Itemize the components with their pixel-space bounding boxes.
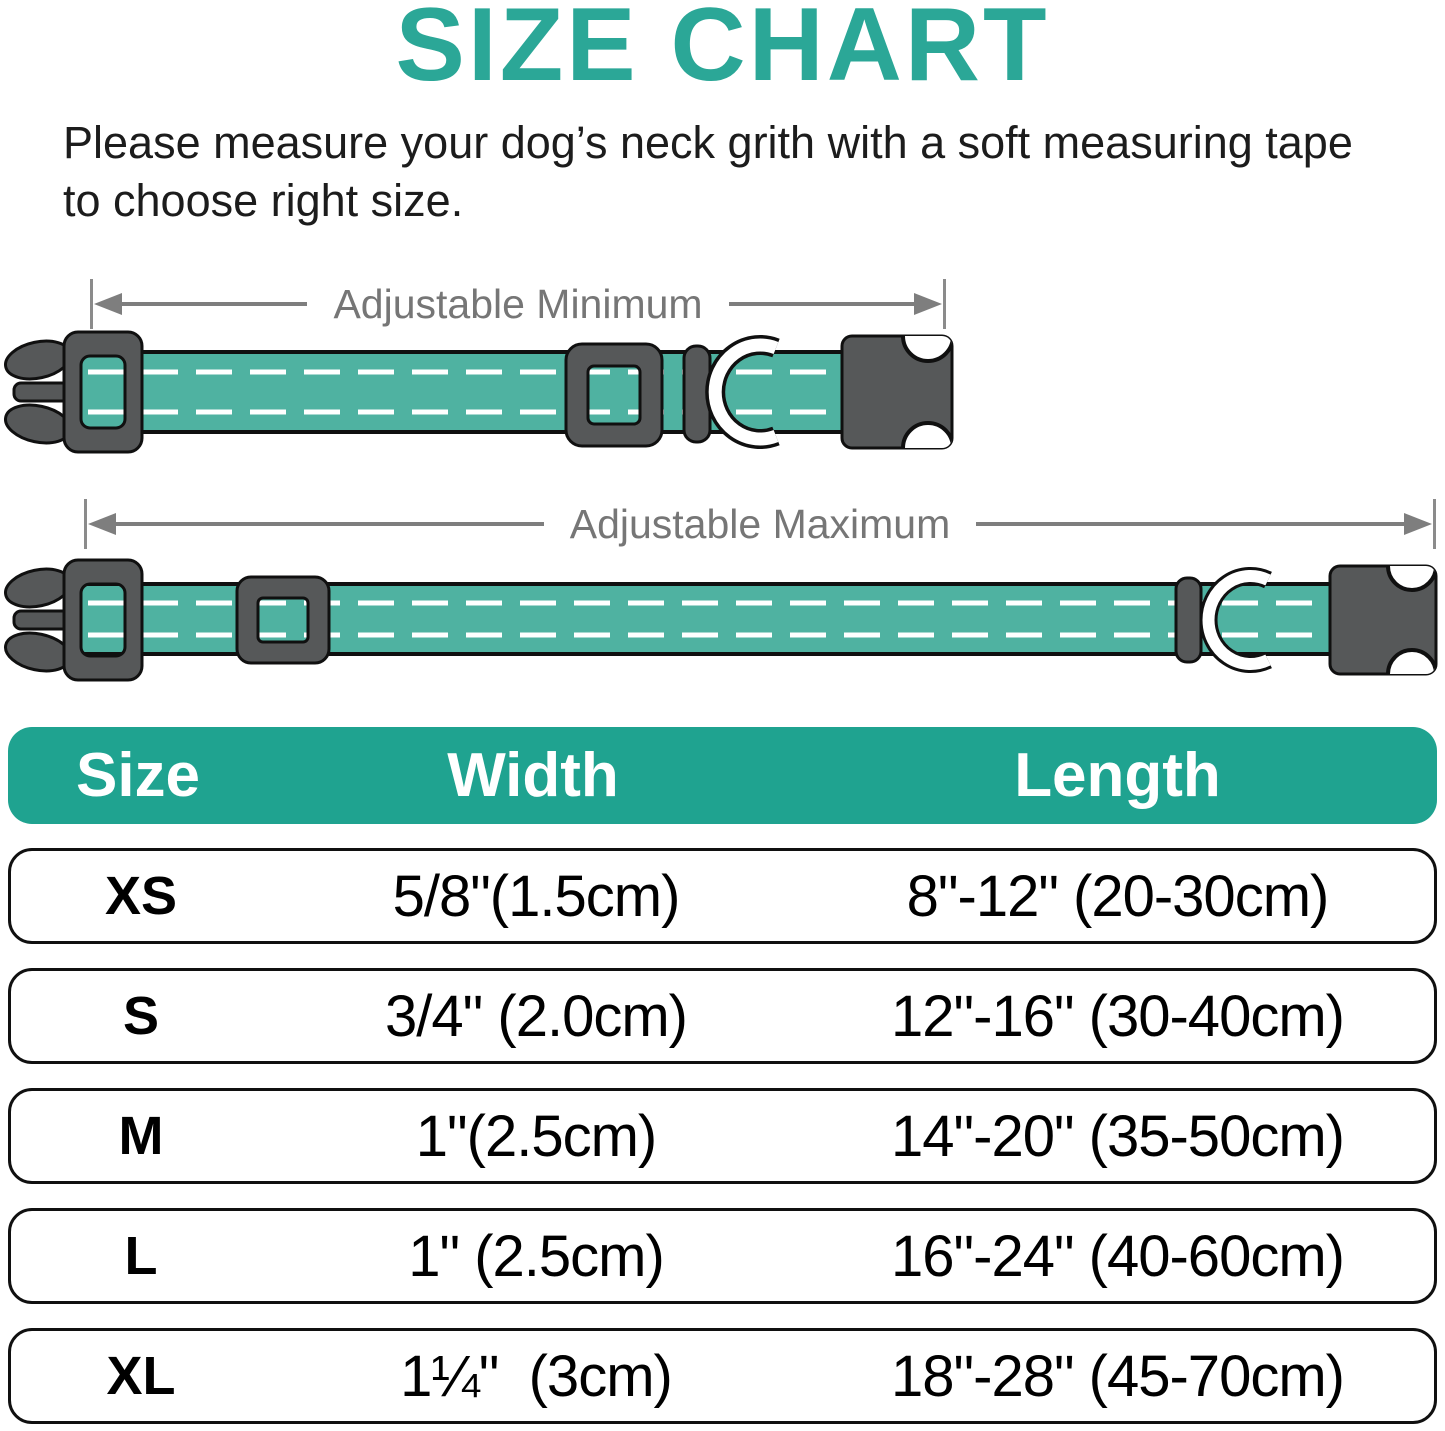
table-row-xs [8, 848, 1437, 944]
arrow-left-icon [94, 293, 122, 315]
table-row-l [8, 1208, 1437, 1304]
collar-strap [70, 352, 950, 432]
table-header-row [8, 727, 1437, 824]
width-cell: 3/4" (2.0cm) [385, 983, 687, 1049]
width-cell: 1"(2.5cm) [415, 1103, 657, 1169]
table-row-s [8, 968, 1437, 1064]
adjustable-minimum-measure [90, 276, 946, 332]
adjustable-maximum-label: Adjustable Maximum [569, 500, 951, 547]
length-cell: 12"-16" (30-40cm) [891, 983, 1344, 1049]
length-cell: 8"-12" (20-30cm) [906, 863, 1329, 929]
measure-end-tick-right [1433, 499, 1436, 549]
column-header-width: Width [447, 741, 619, 810]
size-cell: XL [106, 1346, 176, 1406]
column-header-length: Length [1014, 741, 1221, 810]
subtitle [63, 114, 1353, 230]
collar-minimum-illustration [0, 328, 1000, 460]
arrow-left-icon [88, 513, 116, 535]
length-cell: 14"-20" (35-50cm) [891, 1103, 1344, 1169]
measure-line-right [729, 302, 914, 306]
table-row-xl [8, 1328, 1437, 1424]
measure-line-left [116, 522, 544, 526]
collar-maximum-illustration [0, 556, 1445, 688]
arrow-right-icon [1404, 513, 1432, 535]
width-cell: 1" (2.5cm) [408, 1223, 664, 1289]
buckle-female-icon [1330, 556, 1436, 688]
adjustable-minimum-label: Adjustable Minimum [333, 280, 703, 327]
subtitle-line2: to choose right size. [63, 175, 464, 226]
measure-line-right [976, 522, 1404, 526]
size-cell: L [124, 1226, 158, 1286]
keeper-icon [1176, 578, 1201, 662]
subtitle-line1: Please measure your dog’s neck grith with a soft measuring tape [63, 117, 1353, 168]
measure-end-tick-left [90, 279, 93, 329]
column-header-size: Size [75, 741, 201, 810]
length-cell: 18"-28" (45-70cm) [891, 1343, 1344, 1409]
buckle-female-icon [842, 328, 953, 460]
adjustable-maximum-measure [84, 496, 1436, 552]
size-table [8, 727, 1437, 1424]
page-title: SIZE CHART [395, 0, 1050, 103]
size-cell: XS [104, 866, 178, 926]
table-row-m [8, 1088, 1437, 1184]
width-cell: 5/8"(1.5cm) [392, 863, 680, 929]
size-cell: S [122, 986, 160, 1046]
measure-end-tick-left [84, 499, 87, 549]
arrow-right-icon [914, 293, 942, 315]
width-cell: 1¼" (3cm) [400, 1343, 672, 1409]
measure-end-tick-right [943, 279, 946, 329]
size-cell: M [118, 1106, 164, 1166]
measure-line-left [122, 302, 307, 306]
length-cell: 16"-24" (40-60cm) [891, 1223, 1344, 1289]
